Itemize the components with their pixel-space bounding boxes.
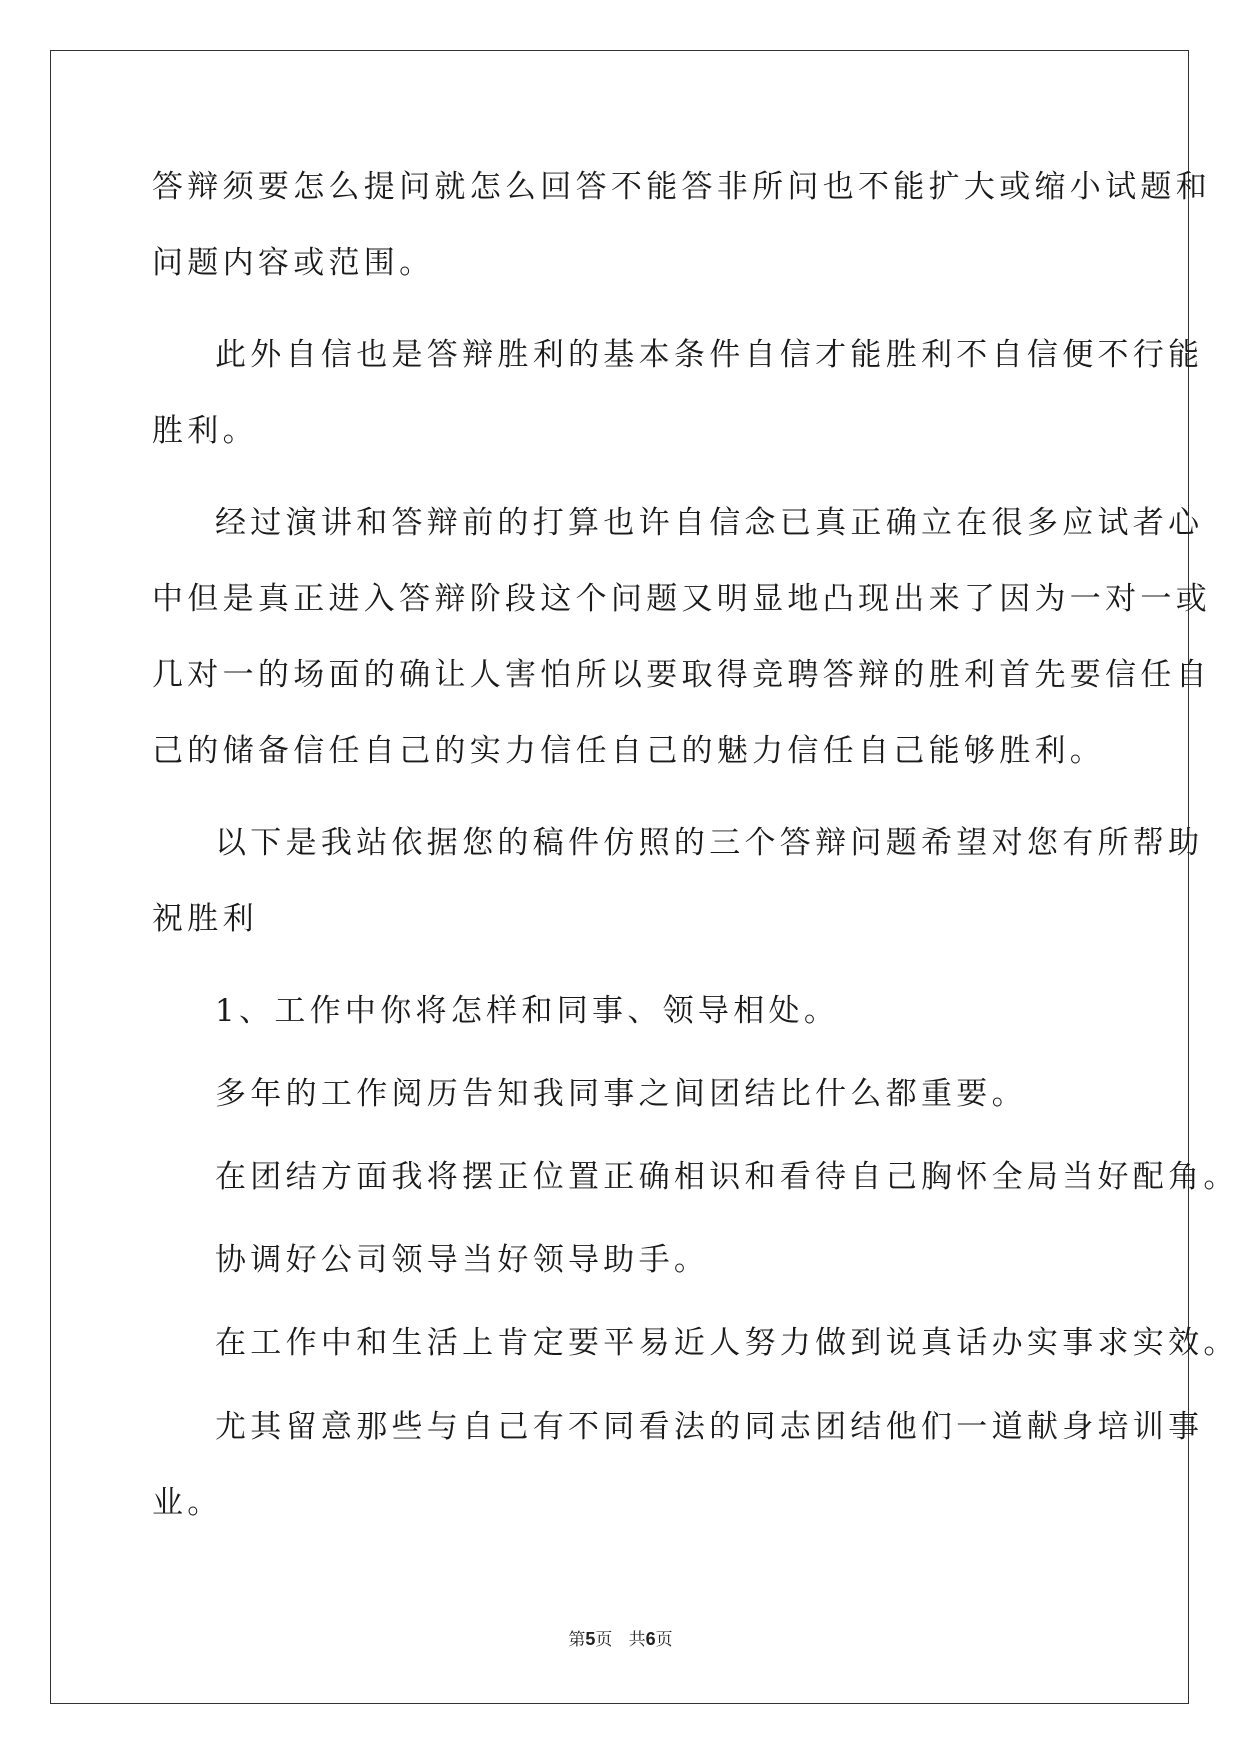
paragraph-line: 胜利。 xyxy=(152,413,258,449)
paragraph-line: 协调好公司领导当好领导助手。 xyxy=(215,1242,710,1278)
paragraph-line: 祝胜利 xyxy=(152,901,258,937)
paragraph-line: 经过演讲和答辩前的打算也许自信念已真正确立在很多应试者心 xyxy=(215,505,1204,541)
paragraph-line: 答辩须要怎么提问就怎么回答不能答非所问也不能扩大或缩小试题和 xyxy=(152,169,1211,205)
paragraph-line: 在工作中和生活上肯定要平易近人努力做到说真话办实事求实效。 xyxy=(215,1325,1239,1361)
question-heading: 1、工作中你将怎样和同事、领导相处。 xyxy=(215,993,840,1029)
paragraph-line: 多年的工作阅历告知我同事之间团结比什么都重要。 xyxy=(215,1076,1027,1112)
paragraph-line: 问题内容或范围。 xyxy=(152,245,435,281)
paragraph-line: 在团结方面我将摆正位置正确相识和看待自己胸怀全局当好配角。 xyxy=(215,1159,1239,1195)
paragraph-line: 尤其留意那些与自己有不同看法的同志团结他们一道献身培训事 xyxy=(215,1409,1204,1445)
page-border xyxy=(50,50,1189,1704)
footer-suffix: 页 xyxy=(655,1630,673,1650)
paragraph-line: 己的储备信任自己的实力信任自己的魅力信任自己能够胜利。 xyxy=(152,733,1106,769)
current-page-number: 5 xyxy=(585,1629,596,1649)
paragraph-line: 中但是真正进入答辩阶段这个问题又明显地凸现出来了因为一对一或 xyxy=(152,581,1211,617)
total-pages-number: 6 xyxy=(645,1629,656,1649)
paragraph-line: 此外自信也是答辩胜利的基本条件自信才能胜利不自信便不行能 xyxy=(215,337,1204,373)
paragraph-line: 以下是我站依据您的稿件仿照的三个答辩问题希望对您有所帮助 xyxy=(215,825,1204,861)
page-footer xyxy=(0,1625,1241,1650)
footer-middle: 页 共 xyxy=(595,1630,646,1650)
paragraph-line: 业。 xyxy=(152,1485,223,1521)
footer-prefix: 第 xyxy=(568,1630,586,1650)
paragraph-line: 几对一的场面的确让人害怕所以要取得竞聘答辩的胜利首先要信任自 xyxy=(152,657,1211,693)
